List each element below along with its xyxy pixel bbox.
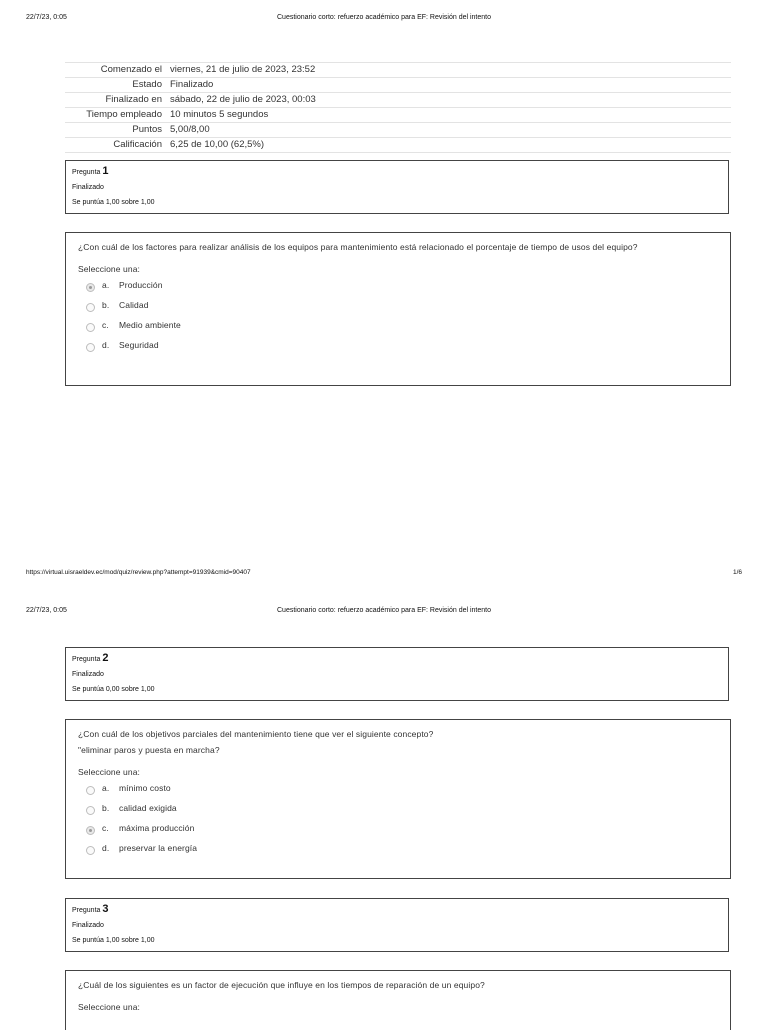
radio-icon[interactable] [86, 806, 95, 815]
question-text [78, 728, 718, 756]
question-prefix: Pregunta [72, 656, 101, 663]
answer-option-d[interactable] [78, 838, 718, 858]
option-letter: b. [102, 803, 110, 813]
question-number [72, 164, 722, 180]
radio-icon[interactable] [86, 303, 95, 312]
question-state: Finalizado [72, 922, 104, 929]
question-info-3 [65, 898, 729, 952]
answer-option-c[interactable] [78, 818, 718, 838]
question-text-line: ¿Cuál de los siguientes es un factor de ejecución que influye en los tiempos de reparación de un equipo? [78, 980, 485, 990]
radio-icon[interactable] [86, 786, 95, 795]
question-text [78, 979, 718, 991]
question-number [72, 651, 722, 667]
question-state: Finalizado [72, 671, 104, 678]
question-number-value: 2 [102, 652, 109, 664]
option-letter: a. [102, 783, 110, 793]
answer-prompt: Seleccione una: [78, 264, 140, 274]
question-prefix: Pregunta [72, 907, 101, 914]
summary-label: Tiempo empleado [65, 108, 166, 123]
summary-value: 6,25 de 10,00 (62,5%) [166, 138, 731, 153]
question-text-line: ¿Con cuál de los factores para realizar análisis de los equipos para mantenimiento está relacionado el porcentaje de tiempo de usos del equipo? [78, 242, 638, 252]
answer-options [78, 275, 718, 355]
radio-icon[interactable] [86, 343, 95, 352]
summary-value: Finalizado [166, 78, 731, 93]
answer-option-b[interactable] [78, 798, 718, 818]
option-letter: d. [102, 843, 110, 853]
summary-row [65, 123, 731, 138]
option-text: Medio ambiente [119, 320, 181, 330]
option-text: máxima producción [119, 823, 195, 833]
option-letter: c. [102, 320, 109, 330]
summary-label: Finalizado en [65, 93, 166, 108]
question-text-line: "eliminar paros y puesta en marcha? [78, 745, 220, 755]
summary-row [65, 63, 731, 78]
answer-option-d[interactable] [78, 335, 718, 355]
answer-option-a[interactable] [78, 275, 718, 295]
radio-icon[interactable] [86, 323, 95, 332]
option-letter: b. [102, 300, 110, 310]
summary-value: sábado, 22 de julio de 2023, 00:03 [166, 93, 731, 108]
option-letter: c. [102, 823, 109, 833]
question-number-value: 1 [102, 165, 109, 177]
print-url: https://virtual.uisraeldev.ec/mod/quiz/review.php?attempt=91939&cmid=90407 [26, 569, 251, 576]
answer-prompt: Seleccione una: [78, 767, 140, 777]
print-title: Cuestionario corto: refuerzo académico para EF: Revisión del intento [277, 14, 491, 21]
attempt-summary-table [65, 62, 731, 153]
question-content-2 [65, 719, 731, 879]
summary-value: viernes, 21 de julio de 2023, 23:52 [166, 63, 731, 78]
question-content-1 [65, 232, 731, 386]
answer-option-c[interactable] [78, 315, 718, 335]
question-content-3 [65, 970, 731, 1030]
question-number-value: 3 [102, 903, 109, 915]
page-number: 1/6 [732, 569, 742, 576]
radio-selected-icon[interactable] [86, 283, 95, 292]
option-text: preservar la energía [119, 843, 198, 853]
summary-label: Comenzado el [65, 63, 166, 78]
radio-selected-icon[interactable] [86, 826, 95, 835]
question-prefix: Pregunta [72, 169, 101, 176]
page-header [0, 14, 768, 26]
answer-option-b[interactable] [78, 295, 718, 315]
print-date: 22/7/23, 0:05 [26, 14, 67, 21]
page-header [0, 607, 768, 619]
summary-label: Estado [65, 78, 166, 93]
option-text: Calidad [119, 300, 149, 310]
summary-row [65, 108, 731, 123]
question-number [72, 902, 722, 918]
summary-label: Calificación [65, 138, 166, 153]
summary-value: 5,00/8,00 [166, 123, 731, 138]
question-info-1 [65, 160, 729, 214]
option-text: Seguridad [119, 340, 159, 350]
summary-value: 10 minutos 5 segundos [166, 108, 731, 123]
summary-label: Puntos [65, 123, 166, 138]
question-info-2 [65, 647, 729, 701]
question-state: Finalizado [72, 184, 104, 191]
option-letter: d. [102, 340, 110, 350]
summary-row [65, 138, 731, 153]
print-title: Cuestionario corto: refuerzo académico para EF: Revisión del intento [277, 607, 491, 614]
radio-icon[interactable] [86, 846, 95, 855]
question-mark: Se puntúa 1,00 sobre 1,00 [72, 937, 155, 944]
option-text: calidad exigida [119, 803, 177, 813]
print-date: 22/7/23, 0:05 [26, 607, 67, 614]
option-text: mínimo costo [119, 783, 171, 793]
question-text-line: ¿Con cuál de los objetivos parciales del mantenimiento tiene que ver el siguiente concepto? [78, 729, 434, 739]
option-letter: a. [102, 280, 110, 290]
question-text [78, 241, 718, 253]
summary-row [65, 93, 731, 108]
summary-row [65, 78, 731, 93]
question-mark: Se puntúa 1,00 sobre 1,00 [72, 199, 155, 206]
answer-prompt: Seleccione una: [78, 1002, 140, 1012]
answer-option-a[interactable] [78, 778, 718, 798]
answer-options [78, 778, 718, 858]
question-mark: Se puntúa 0,00 sobre 1,00 [72, 686, 155, 693]
option-text: Producción [119, 280, 163, 290]
